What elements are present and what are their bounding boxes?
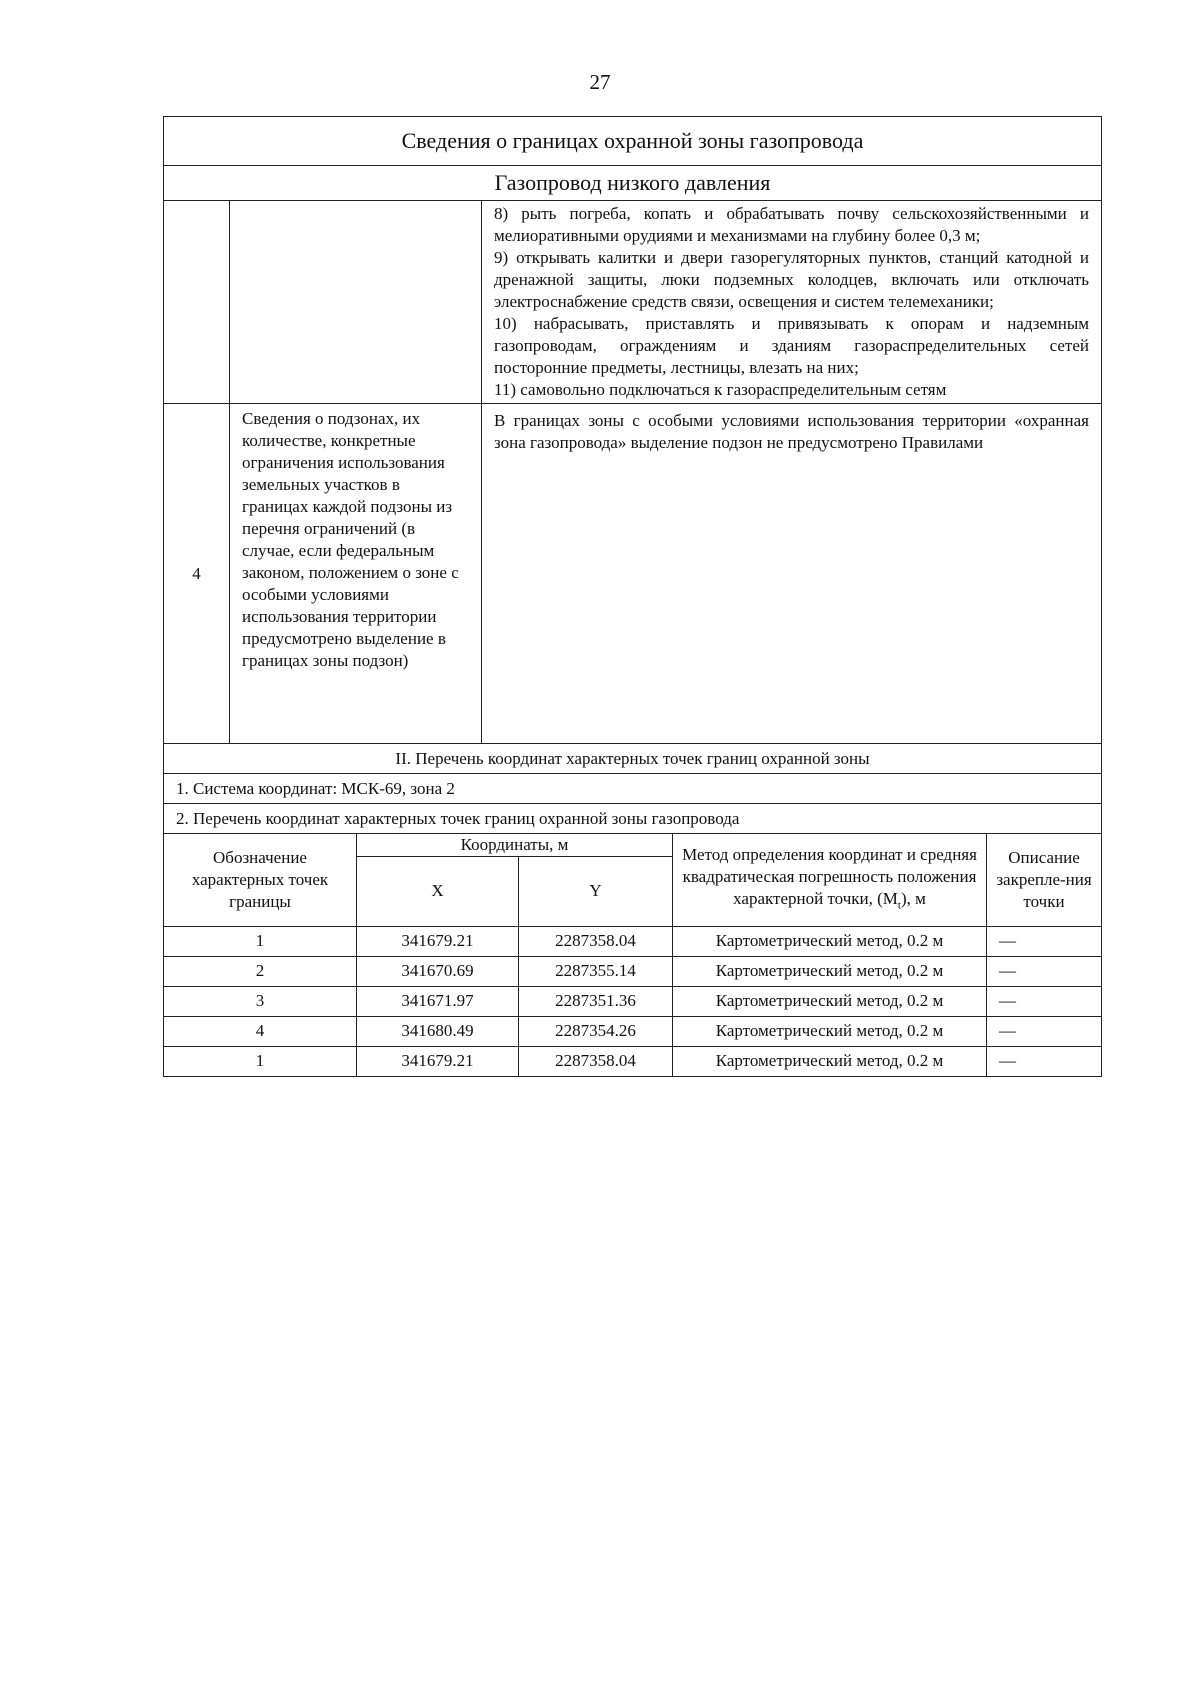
point-cell: 2 [164, 956, 357, 986]
y-cell: 2287355.14 [519, 956, 673, 986]
table-title: Сведения о границах охранной зоны газопровода [164, 117, 1102, 166]
coordinates-header: Координаты, м [357, 833, 673, 856]
section-2-title: II. Перечень координат характерных точек границ охранной зоны [164, 744, 1102, 774]
row-number: 4 [164, 404, 230, 744]
method-cell: Картометрический метод, 0.2 м [673, 986, 987, 1016]
point-cell: 1 [164, 1046, 357, 1076]
coordinates-table [163, 833, 1102, 1077]
x-cell: 341671.97 [357, 986, 519, 1016]
method-header: Метод определения координат и средняя квадратическая погрешность положения характерной точки, $(M_t)$, м [673, 833, 987, 926]
subzones-label: Сведения о подзонах, их количестве, конкретные ограничения использования земельных участков в границах каждой подзоны из перечня ограничений (в случае, если федеральным законом, положением о зоне с особыми условиями использования территории предусмотрено выделение в границах зоны подзон) [230, 404, 482, 744]
method-cell: Картометрический метод, 0.2 м [673, 1046, 987, 1076]
point-header: Обозначение характерных точек границы [164, 833, 357, 926]
point-cell: 4 [164, 1016, 357, 1046]
y-header: Y [519, 856, 673, 926]
restriction-item: 11) самовольно подключаться к газораспределительным сетям [494, 380, 947, 399]
restriction-item: 8) рыть погреба, копать и обрабатывать почву сельскохозяйственными и мелиоративными орудиями и механизмами на глубину более 0,3 м; [494, 204, 1089, 245]
table-row [164, 1046, 1102, 1076]
empty-label-cell [230, 201, 482, 404]
x-header: X [357, 856, 519, 926]
y-cell: 2287351.36 [519, 986, 673, 1016]
table-row [164, 986, 1102, 1016]
y-cell: 2287358.04 [519, 926, 673, 956]
method-cell: Картометрический метод, 0.2 м [673, 1016, 987, 1046]
subzones-value: В границах зоны с особыми условиями использования территории «охранная зона газопровода» выделение подзон не предусмотрено Правилами [482, 404, 1102, 744]
description-cell: — [987, 956, 1102, 986]
method-cell: Картометрический метод, 0.2 м [673, 956, 987, 986]
table-row [164, 926, 1102, 956]
subzones-row [164, 404, 1102, 744]
coordinate-system: 1. Система координат: МСК-69, зона 2 [164, 774, 1102, 804]
y-cell: 2287354.26 [519, 1016, 673, 1046]
description-cell: — [987, 926, 1102, 956]
restriction-item: 10) набрасывать, приставлять и привязывать к опорам и надземным газопроводам, ограждениям и зданиям газораспределительных сетей посторонние предметы, лестницы, влезать на них; [494, 314, 1089, 377]
point-cell: 1 [164, 926, 357, 956]
description-header: Описание закрепле-ния точки [987, 833, 1102, 926]
y-cell: 2287358.04 [519, 1046, 673, 1076]
table-row [164, 956, 1102, 986]
description-cell: — [987, 986, 1102, 1016]
x-cell: 341670.69 [357, 956, 519, 986]
restrictions-list [482, 201, 1102, 404]
page-number: 27 [589, 70, 611, 94]
x-cell: 341679.21 [357, 926, 519, 956]
zone-info-table [163, 116, 1102, 834]
document-sheet [163, 116, 1101, 1077]
empty-number-cell [164, 201, 230, 404]
coordinate-list-title: 2. Перечень координат характерных точек границ охранной зоны газопровода [164, 804, 1102, 834]
x-cell: 341679.21 [357, 1046, 519, 1076]
description-cell: — [987, 1016, 1102, 1046]
description-cell: — [987, 1046, 1102, 1076]
restrictions-row [164, 201, 1102, 404]
table-row [164, 1016, 1102, 1046]
point-cell: 3 [164, 986, 357, 1016]
table-subtitle: Газопровод низкого давления [164, 166, 1102, 201]
x-cell: 341680.49 [357, 1016, 519, 1046]
method-cell: Картометрический метод, 0.2 м [673, 926, 987, 956]
restriction-item: 9) открывать калитки и двери газорегуляторных пунктов, станций катодной и дренажной защиты, люки подземных колодцев, включать или отключать электроснабжение средств связи, освещения и систем телемеханики; [494, 248, 1089, 311]
